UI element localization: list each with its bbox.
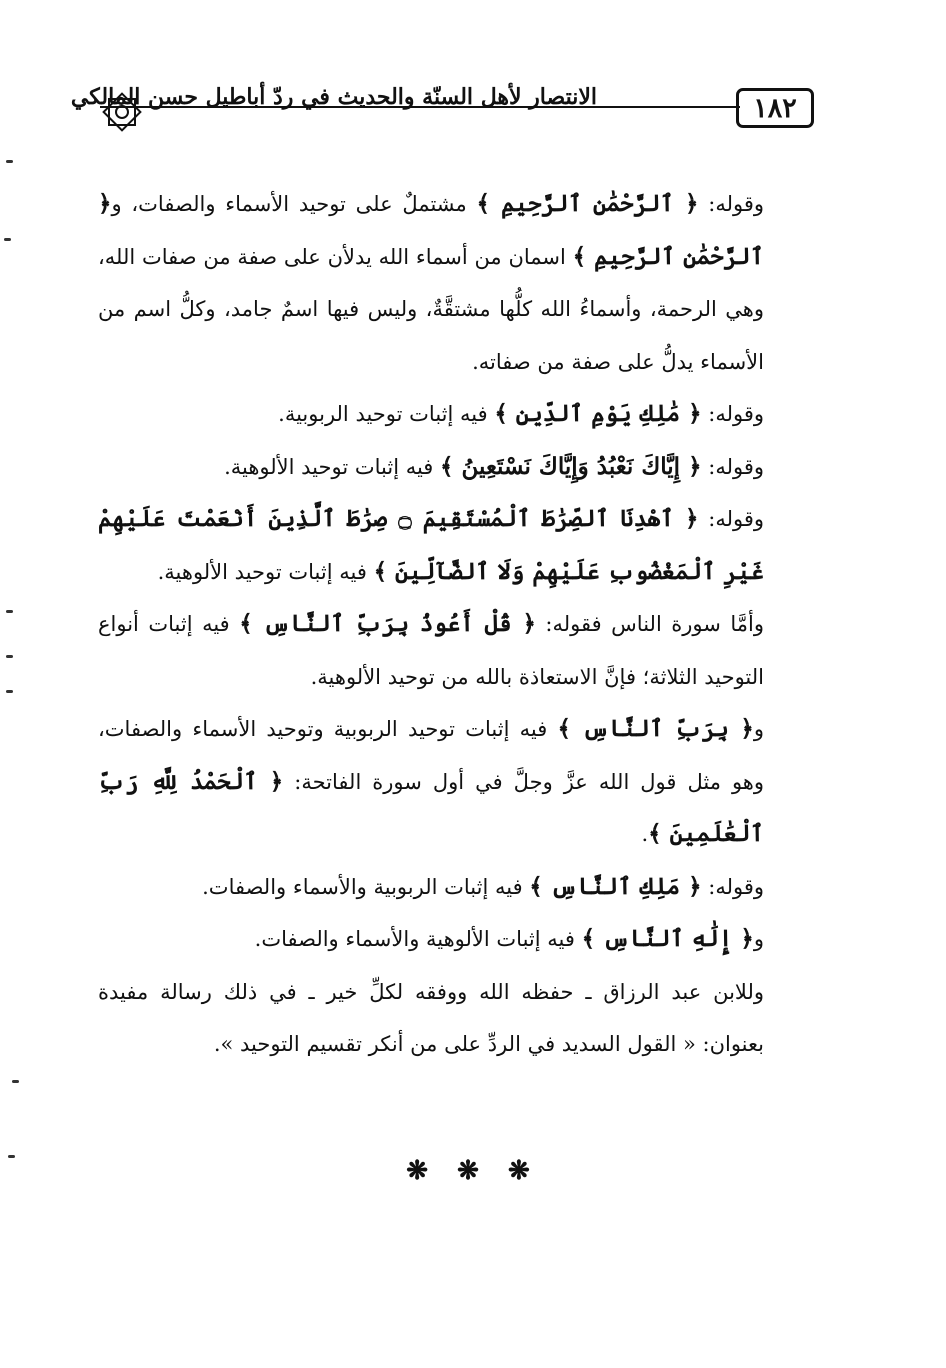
quran-verse: ﴿ إِلَٰهِ ٱلنَّاسِ ﴾ [581,925,754,952]
paragraph [98,441,816,494]
paragraph-text: وللابن عبد الرزاق ـ حفظه الله ووفقه لكلِّ خير ـ في ذلك رسالة مفيدة بعنوان: « القول السديد في الردِّ على من أنكر تقسيم التوحيد ». [98,979,764,1056]
quran-verse: ﴿ إِيَّاكَ نَعْبُدُ وَإِيَّاكَ نَسْتَعِينُ ﴾ [440,452,702,480]
paragraph [98,703,816,861]
quran-verse: ﴿ ٱلرَّحْمَٰنِ ٱلرَّحِيمِ ﴾ [98,190,764,270]
margin-mark [6,610,13,613]
paragraph [98,913,816,966]
paragraph [98,388,816,441]
paragraph-text: فيه إثبات الألوهية والأسماء والصفات. [254,927,582,951]
paragraph [98,598,816,703]
margin-mark [6,160,13,163]
margin-mark [8,1155,15,1158]
quran-verse: ﴿ ٱلرَّحْمَٰنِ ٱلرَّحِيمِ ﴾ [476,190,699,217]
paragraph-text: وقوله: [701,402,764,426]
quran-verse: ﴿ ٱهْدِنَا ٱلصِّرَٰطَ ٱلْمُسْتَقِيمَ ۝ صِرَٰطَ ٱلَّذِينَ أَنْعَمْتَ عَلَيْهِمْ غَيْرِ ٱلْمَغْضُوبِ عَلَيْهِمْ وَلَا ٱلضَّآلِّينَ ﴾ [98,505,764,585]
running-title: الانتصار لأهل السنّة والحديث في ردّ أباطيل حسن المالكي [70,84,597,110]
paragraph-text: فيه إثبات توحيد الربوبية. [278,402,495,426]
paragraph [98,861,816,914]
paragraph-text: . [641,822,649,846]
quran-verse: ﴿ ٱلْحَمْدُ لِلَّهِ رَبِّ ٱلْعَٰلَمِينَ ﴾ [98,767,764,847]
margin-mark [6,655,13,658]
paragraph-text: فيه إثبات الربوبية والأسماء والصفات. [202,874,530,899]
page-number: ١٨٢ [736,88,814,128]
paragraph [98,493,816,598]
section-separator: ❋ ❋ ❋ [406,1156,540,1186]
quran-verse: ﴿ مَٰلِكِ يَوْمِ ٱلدِّينِ ﴾ [494,400,702,427]
margin-mark [12,1080,19,1083]
paragraph-text: اسمان من أسماء الله يدلأن على صفة من صفات الله، وهي الرحمة، وأسماءُ الله كلُّها مشتقَّةٌ، وليس فيها اسمٌ جامد، وكلُّ اسم من الأسماء يدلُّ على صفة من صفاته. [98,244,764,374]
paragraph-text: مشتملٌ على توحيد الأسماء والصفات، و [111,192,477,216]
paragraph-text: وقوله: [701,874,764,899]
paragraph [98,966,816,1071]
paragraph-text: و [753,927,764,951]
quran-verse: ﴿ مَلِكِ ٱلنَّاسِ ﴾ [529,872,702,900]
paragraph-text: فيه إثبات أنواع التوحيد الثلاثة؛ فإنَّ الاستعاذة بالله من توحيد الألوهية. [98,612,764,689]
paragraph-text: فيه إثبات توحيد الربوبية وتوحيد الأسماء والصفات، وهو مثل قول الله عزَّ وجلَّ في أول سورة الفاتحة: [98,717,765,794]
page-body [98,178,816,1071]
paragraph [98,178,816,388]
quran-verse: ﴿ بِرَبِّ ٱلنَّاسِ ﴾ [557,715,754,742]
page-header [70,62,845,152]
paragraph-text: و [753,717,764,741]
paragraph-text: وقوله: [701,454,764,479]
paragraph-text: فيه إثبات توحيد الألوهية. [157,559,374,584]
paragraph-text: وأمَّا سورة الناس فقوله: [535,612,764,636]
paragraph-text: وقوله: [698,507,765,531]
margin-mark [4,238,11,241]
star-ornament-icon [100,90,144,134]
paragraph-text: وقوله: [698,192,765,216]
quran-verse: ﴿ قُلْ أَعُوذُ بِرَبِّ ٱلنَّاسِ ﴾ [239,610,536,637]
paragraph-text: فيه إثبات توحيد الألوهية. [224,454,441,479]
margin-mark [6,690,13,693]
